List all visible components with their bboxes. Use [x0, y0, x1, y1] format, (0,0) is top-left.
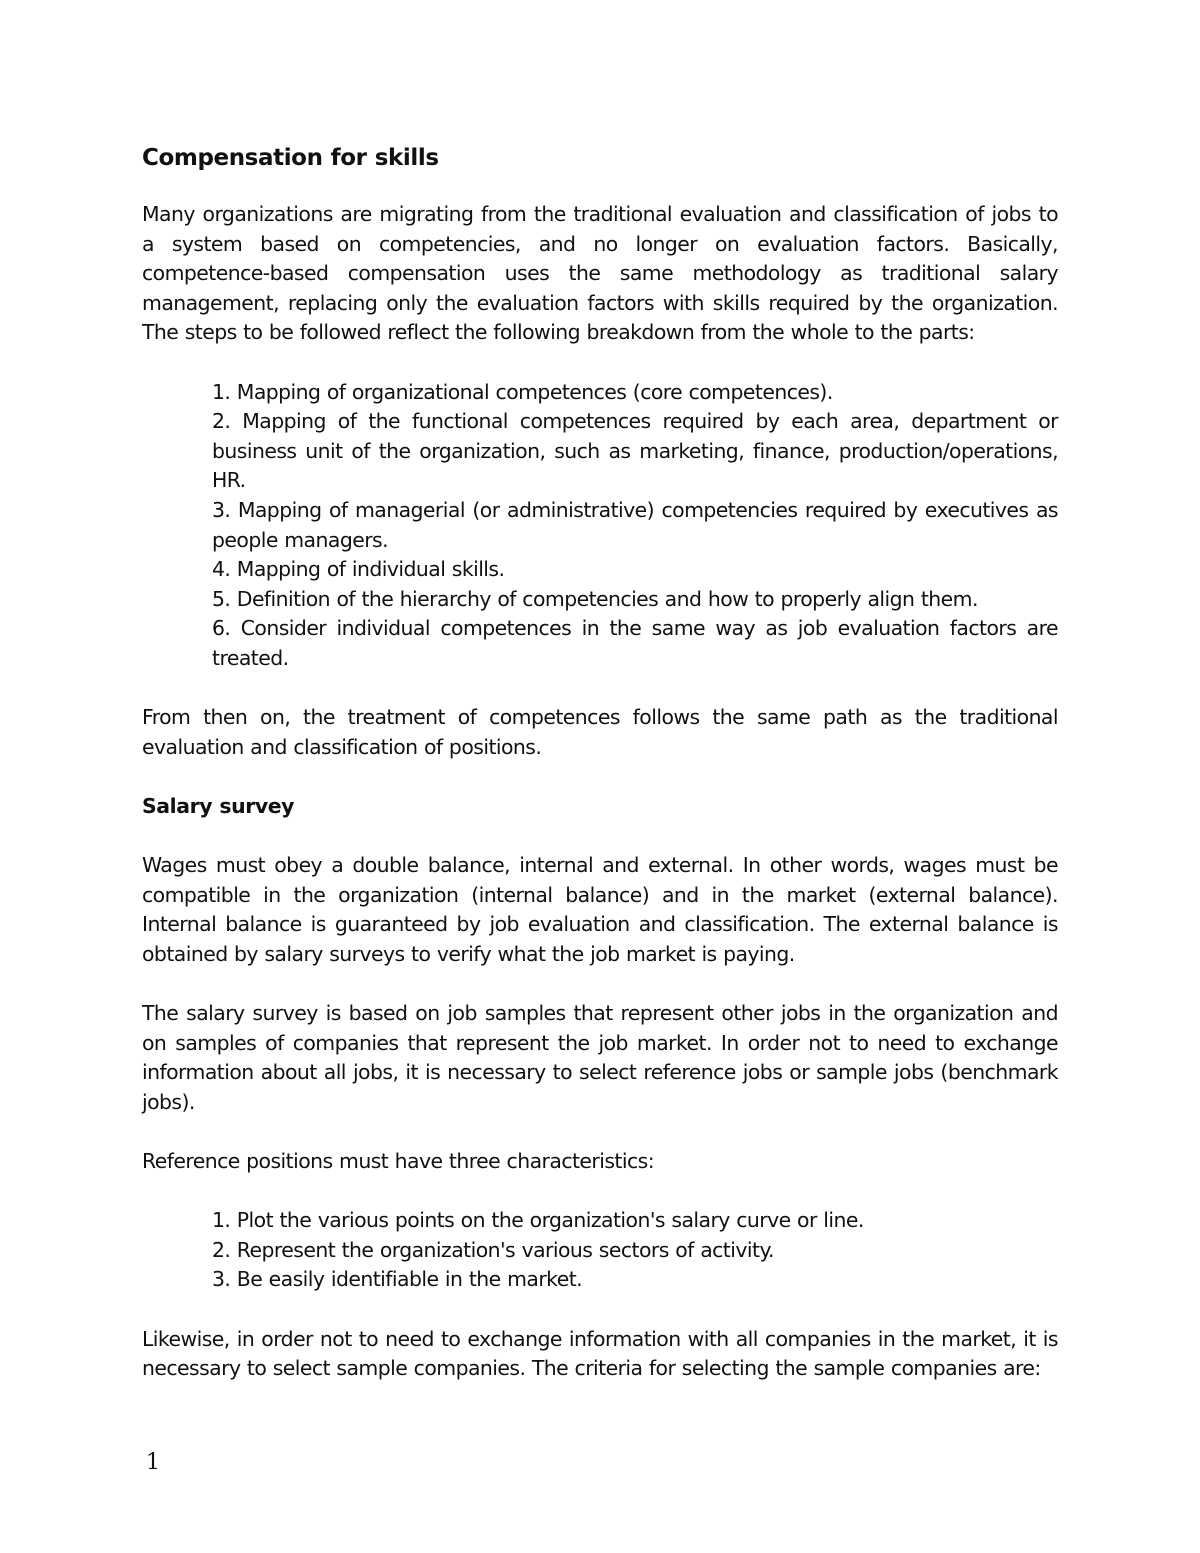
intro-paragraph: Many organizations are migrating from the traditional evaluation and classification of jobs to a system based on competencies, and no longer on evaluation factors. Basically, competence-based compensation uses the same methodology as traditional salary management, replacing only the evaluation factors with skills required by the organization. The steps to be followed reflect the following breakdown from the whole to the parts:: [142, 202, 1058, 345]
list-item: 2. Represent the organization's various sectors of activity.: [212, 1237, 774, 1262]
survey-paragraph: The salary survey is based on job samples that represent other jobs in the organization and on samples of companies that represent the job market. In order not to need to exchange information about all jobs, it is necessary to select reference jobs or sample jobs (benchmark jobs).: [142, 1001, 1058, 1114]
reference-intro-paragraph: Reference positions must have three characteristics:: [142, 1149, 655, 1173]
list-item: 3. Be easily identifiable in the market.: [212, 1267, 583, 1292]
list-item: 4. Mapping of individual skills.: [212, 557, 505, 582]
competence-steps-list: [142, 378, 1058, 674]
document-body: [142, 138, 1058, 1413]
document-title: Compensation for skills: [142, 145, 439, 171]
list-item: 3. Mapping of managerial (or administrative) competencies required by executives as people managers.: [212, 497, 1058, 552]
section-heading-salary-survey: Salary survey: [142, 793, 295, 818]
after-steps-paragraph: From then on, the treatment of competences follows the same path as the traditional evaluation and classification of positions.: [142, 705, 1058, 759]
list-item: 5. Definition of the hierarchy of competencies and how to properly align them.: [212, 586, 978, 611]
list-item: 6. Consider individual competences in the same way as job evaluation factors are treated.: [212, 616, 1058, 670]
list-item: 1. Plot the various points on the organization's salary curve or line.: [212, 1208, 864, 1233]
closing-paragraph: Likewise, in order not to need to exchange information with all companies in the market, it is necessary to select sample companies. The criteria for selecting the sample companies are:: [142, 1326, 1058, 1381]
characteristics-list: [142, 1206, 1058, 1295]
list-item: 1. Mapping of organizational competences (core competences).: [212, 379, 833, 404]
page-number: 1: [146, 1450, 160, 1475]
balance-paragraph: Wages must obey a double balance, internal and external. In other words, wages must be compatible in the organization (internal balance) and in the market (external balance). Internal balance is guaranteed by job evaluation and classification. The external balance is obtained by salary surveys to verify what the job market is paying.: [142, 853, 1058, 966]
list-item: 2. Mapping of the functional competences required by each area, department or business unit of the organization, such as marketing, finance, production/operations, HR.: [212, 409, 1058, 493]
